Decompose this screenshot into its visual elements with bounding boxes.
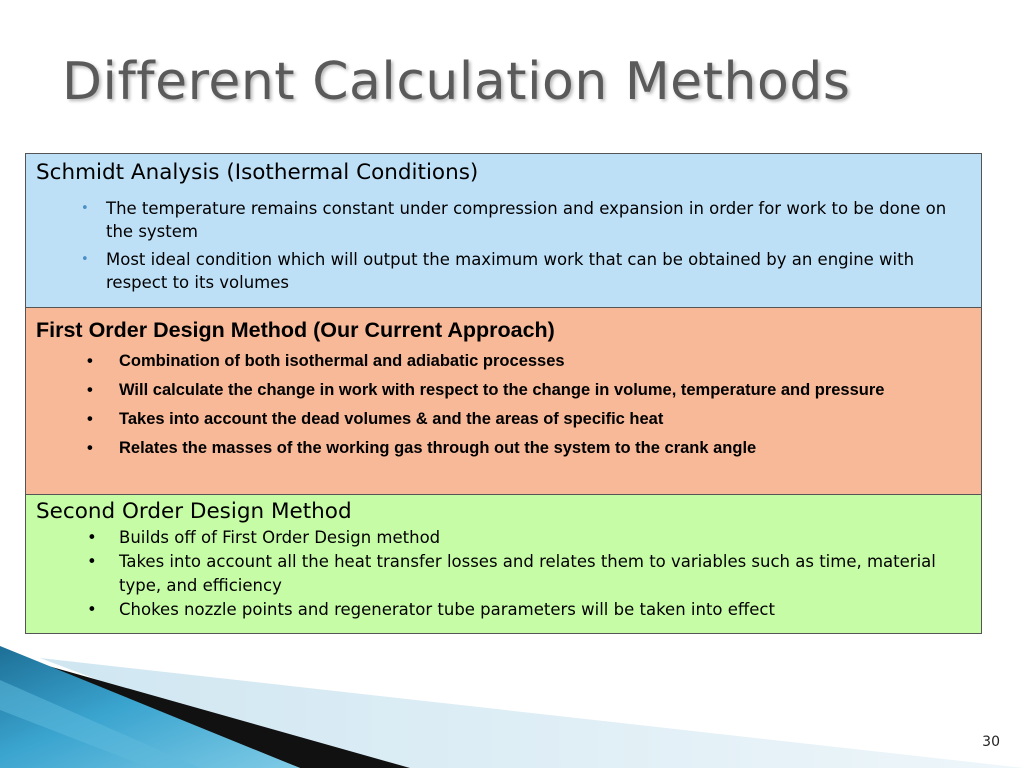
section-heading: Schmidt Analysis (Isothermal Conditions) — [36, 160, 479, 185]
bullet-icon: • — [81, 201, 89, 216]
decorative-swoosh — [0, 640, 1024, 768]
list-item — [87, 550, 969, 598]
bullet-list — [81, 197, 969, 294]
bullet-icon: • — [87, 381, 93, 399]
bullet-icon: • — [87, 352, 93, 370]
bullet-icon: • — [87, 410, 93, 428]
first-order-design-section — [26, 308, 981, 495]
page-number: 30 — [982, 734, 1000, 750]
list-item — [87, 408, 969, 431]
list-item-text: Builds off of First Order Design method — [119, 528, 441, 547]
bullet-icon: • — [87, 552, 97, 571]
list-item — [87, 598, 969, 622]
section-heading: First Order Design Method (Our Current Approach) — [36, 318, 555, 342]
list-item-text: Chokes nozzle points and regenerator tube parameters will be taken into effect — [119, 600, 775, 619]
bullet-icon: • — [87, 528, 97, 547]
bullet-list — [87, 526, 969, 622]
bullet-icon: • — [87, 439, 93, 457]
list-item-text: Combination of both isothermal and adiabatic processes — [119, 352, 565, 370]
list-item — [87, 379, 969, 402]
list-item-text: Relates the masses of the working gas through out the system to the crank angle — [119, 439, 757, 457]
list-item-text: Will calculate the change in work with respect to the change in volume, temperature and pressure — [119, 381, 885, 399]
list-item-text: Most ideal condition which will output the maximum work that can be obtained by an engine with respect to its volumes — [106, 250, 915, 292]
list-item-text: Takes into account all the heat transfer losses and relates them to variables such as time, material type, and efficiency — [119, 552, 936, 595]
bullet-list — [87, 350, 969, 460]
section-heading: Second Order Design Method — [36, 499, 352, 524]
list-item-text: Takes into account the dead volumes & and the areas of specific heat — [119, 410, 664, 428]
methods-table — [25, 153, 982, 634]
list-item — [87, 350, 969, 373]
schmidt-analysis-section — [26, 154, 981, 308]
second-order-design-section — [26, 495, 981, 633]
list-item — [81, 248, 969, 294]
slide-title: Different Calculation Methods — [62, 52, 851, 112]
list-item — [81, 197, 969, 243]
list-item-text: The temperature remains constant under compression and expansion in order for work to be done on the system — [106, 199, 947, 241]
bullet-icon: • — [87, 600, 97, 619]
bullet-icon: • — [81, 252, 89, 267]
list-item — [87, 437, 969, 460]
list-item — [87, 526, 969, 550]
